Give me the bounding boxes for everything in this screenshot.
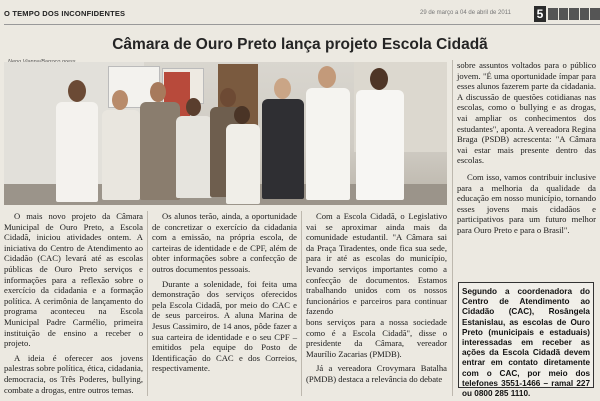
paragraph: O mais novo projeto da Câmara Municipal de Ouro Preto, a Escola Cidadã, iniciou atividades ontem. A iniciativa do Centro de Atendimento ao Cidadão (CAC) levará até as escolas públicas de Ouro Preto serviços e informações para a reflexão sobre o exercício da cidadania e a formação política. A cerimônia de lançamento do programa aconteceu na Escola Municipal Padre Carmélio, primeira instituição de ensino a receber o projeto. [4,211,143,349]
column-rule [452,60,453,396]
paragraph: Os alunos terão, ainda, a oportunidade de concretizar o exercício da cidadania com a emissão, na própria escola, de carteiras de identidade e de CPF, além de obter informações sobre a confecção de outros documentos pessoais. [152,211,297,274]
paragraph: Durante a solenidade, foi feita uma demonstração dos serviços oferecidos pela Escola Cidadã, por meio do CAC e de seus parceiros. A aluna Marina de Jesus Cassimiro, de 14 anos, pôde fazer a sua carteira de identidade e o seu CPF – emitidos pela equipe do Posto de Identificação do CAC e dos Correios, respectivamente. [152,278,297,374]
column-rule [147,211,148,396]
paragraph: Com isso, vamos contribuir inclusive para a melhoria da qualidade da educação em nosso município, tornando esses jovens mais cidadãos e participativos para um futuro melhor para Ouro Preto e para o Brasil". [457,171,596,235]
article-column-1 [4,211,143,395]
paragraph: sobre assuntos voltados para o público jovem. "É uma oportunidade ímpar para esses alunos fazerem parte da cidadania. A discussão de questões cotidianas nas escolas, como o bullying e as drogas, vai ampliar os conhecimentos dos estudantes", aponta. A vereadora Regina Braga (PSDB) acrescenta: "A Câmara vai estar mais presente dentro das escolas. [457,60,596,166]
article-column-4 [457,60,596,236]
paragraph: bons serviços para a nossa sociedade como é a Escola Cidadã", disse o presidente da Câmara, vereador Maurílio Zacarias (PMDB). [306,316,447,359]
page-number: 5 [534,6,546,22]
group-photo [4,62,447,205]
issue-date: 29 de março a 04 de abril de 2011 [420,10,511,16]
header-rule [4,24,600,25]
paragraph: Com a Escola Cidadã, o Legislativo vai se aproximar ainda mais da comunidade estudantil. "A Câmara sai da Praça Tiradentes, onde fica sua sede, para ir até as escolas do município, levando serviços importantes como a confecção de documentos. Estamos trabalhando unidos com os nossos funcionários e parceiros para continuar fazendo [306,211,447,317]
article-column-2 [152,211,297,374]
paragraph: Já a vereadora Crovymara Batalha (PMDB) destaca a relevância do debate [306,363,447,384]
article-column-3 [306,211,447,385]
section-title: O TEMPO DOS INCONFIDENTES [4,9,126,18]
headline: Câmara de Ouro Preto lança projeto Escola Cidadã [112,36,488,53]
info-box: Segundo a coordenadora do Centro de Atendimento ao Cidadão (CAC), Rosângela Estanislau, as escolas de Ouro Preto (municipais e estaduais) interessadas em receber as ações da Escola Cidadã devem entrar em contato diretamente com o CAC, por meio dos telefones 3551-1466 – ramal 227 ou 0800 285 1110. [458,282,594,388]
page-header [0,0,600,26]
paragraph: A ideia é oferecer aos jovens palestras sobre política, ética, cidadania, democracia, os Três Poderes, bullying, combate a drogas, entre outros temas. [4,352,143,395]
column-rule [301,211,302,396]
header-stripes [548,8,600,20]
